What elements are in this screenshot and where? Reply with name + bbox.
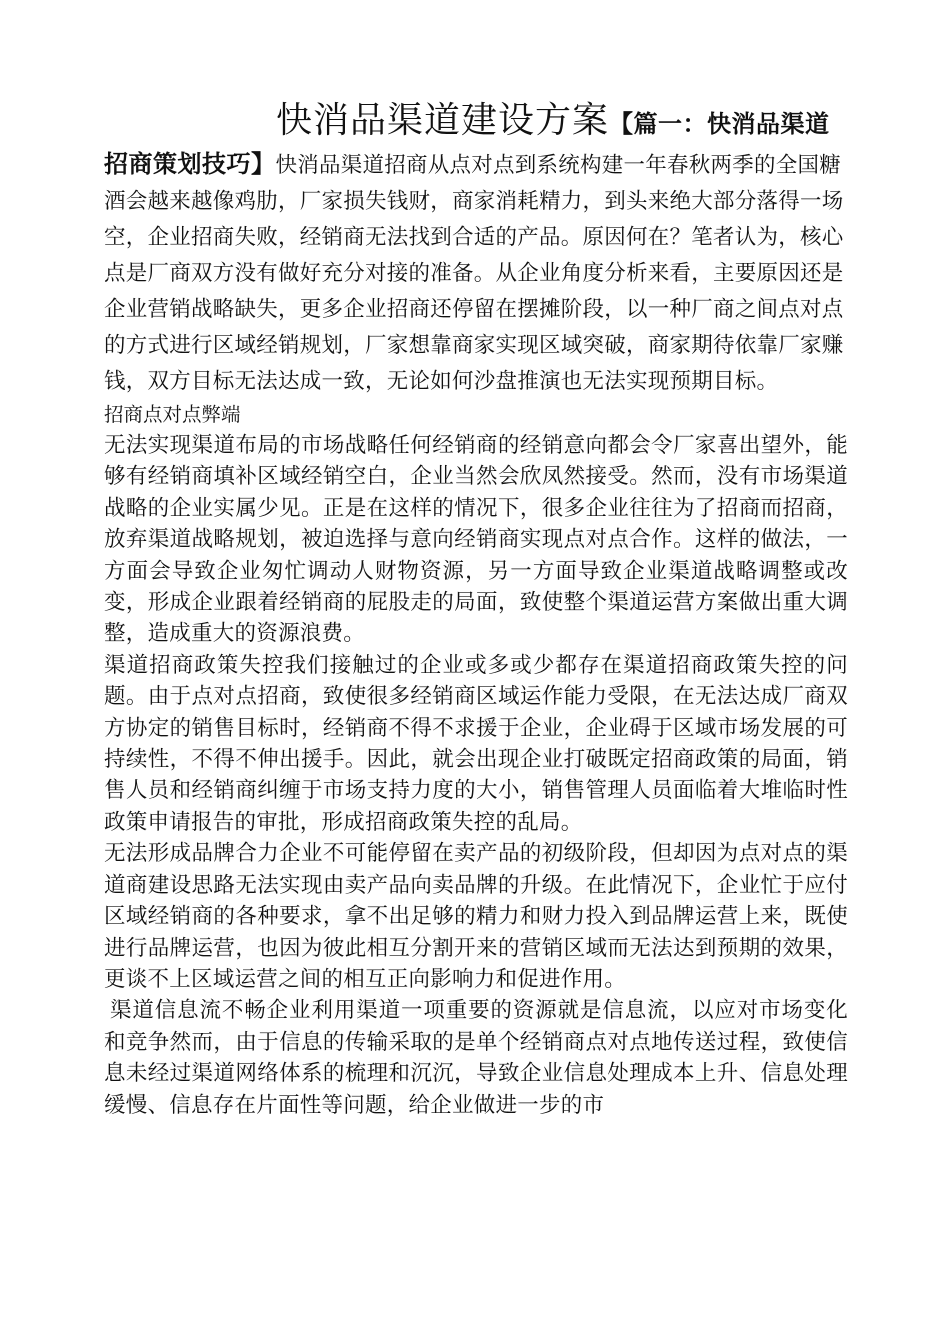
body-paragraph-3: 无法形成品牌合力企业不可能停留在卖产品的初级阶段，但却因为点对点的渠道商建设思路无法实现由卖产品向卖品牌的升级。在此情况下，企业忙于应付区域经销商的各种要求，拿不出足够的精力和财力投入到品牌运营上来，既使进行品牌运营，也因为彼此相互分割开来的营销区域而无法达到预期的效果，更谈不上区域运营之间的相互正向影响力和促进作用。: [104, 841, 848, 992]
document-title-block: [104, 96, 848, 399]
body-paragraph-4: 渠道信息流不畅企业利用渠道一项重要的资源就是信息流，以应对市场变化和竞争然而，由于信息的传输采取的是单个经销商点对点地传送过程，致使信息未经过渠道网络体系的梳理和沉沉，导致企业信息处理成本上升、信息处理缓慢、信息存在片面性等问题，给企业做进一步的市: [104, 998, 848, 1118]
document-title: 快消品渠道建设方案: [276, 100, 610, 141]
body-paragraph-2: 渠道招商政策失控我们接触过的企业或多或少都存在渠道招商政策失控的问题。由于点对点招商，致使很多经销商区域运作能力受限，在无法达成厂商双方协定的销售目标时，经销商不得不求援于企业，企业碍于区域市场发展的可持续性，不得不伸出援手。因此，就会出现企业打破既定招商政策的局面，销售人员和经销商纠缠于市场支持力度的大小，销售管理人员面临着大堆临时性政策申请报告的审批，形成招商政策失控的乱局。: [104, 652, 848, 835]
document-subtitle: 【篇一：快消品渠道招商策划技巧】: [104, 109, 830, 178]
document-page: [104, 96, 848, 1121]
section-heading: 招商点对点弊端: [104, 403, 241, 426]
body-paragraph-1: 无法实现渠道布局的市场战略任何经销商的经销意向都会令厂家喜出望外，能够有经销商填补区域经销空白，企业当然会欣凤然接受。然而，没有市场渠道战略的企业实属少见。正是在这样的情况下，很多企业往往为了招商而招商，放弃渠道战略规划，被迫选择与意向经销商实现点对点合作。这样的做法，一方面会导致企业匆忙调动人财物资源，另一方面导致企业渠道战略调整或改变，形成企业跟着经销商的屁股走的局面，致使整个渠道运营方案做出重大调整，造成重大的资源浪费。: [104, 433, 848, 647]
intro-paragraph: 快消品渠道招商从点对点到系统构建一年春秋两季的全国糖酒会越来越像鸡肋，厂家损失钱财，商家消耗精力，到头来绝大部分落得一场空，企业招商失败，经销商无法找到合适的产品。原因何在？笔者认为，核心点是厂商双方没有做好充分对接的准备。从企业角度分析来看，主要原因还是企业营销战略缺失，更多企业招商还停留在摆摊阶段，以一种厂商之间点对点的方式进行区域经销规划，厂家想靠商家实现区域突破，商家期待依靠厂家赚钱，双方目标无法达成一致，无论如何沙盘推演也无法实现预期目标。: [104, 153, 844, 394]
